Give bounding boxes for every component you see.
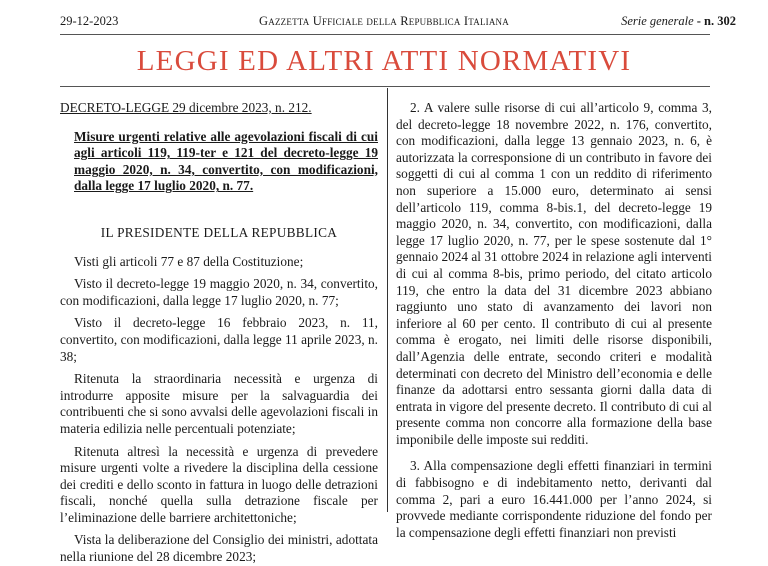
section-title: LEGGI ED ALTRI ATTI NORMATIVI bbox=[136, 45, 632, 77]
column-divider bbox=[387, 88, 388, 512]
gazette-name: Gazzetta Ufficiale della Repubblica Italiana bbox=[259, 14, 509, 28]
right-column bbox=[396, 100, 712, 551]
issuer-heading: IL PRESIDENTE DELLA REPUBBLICA bbox=[100, 224, 338, 240]
article-paragraph: 2. A valere sulle risorse di cui all’articolo 9, comma 3, del decreto-legge 18 novembre 2022, n. 176, convertito, con modificazioni, dalla legge 13 gennaio 2023, n. 6, è autorizzata la corresponsione di un contributo in favore dei soggetti di cui al comma 1 con un reddito di riferimento non superiore a 15.000 euro, determinato ai sensi dell’articolo 119, comma 8-bis.1, del decreto-legge 19 maggio 2020, n. 34, convertito, con modificazioni, dalla legge 17 luglio 2020, n. 77, per le spese sostenute dal 1° gennaio 2024 al 31 ottobre 2024 in relazione agli interventi di cui al comma 8-bis, primo periodo, del citato articolo 119, che entro la data del 31 dicembre 2023 abbiano raggiunto uno stato di avanzamento dei lavori non inferiore al 60 per cento. Il contributo di cui al presente comma è erogato, nei limiti delle risorse disponibili, dall’Agenzia delle entrate, secondo criteri e modalità determinati con decreto del Ministro dell’economia e delle finanze da adottarsi entro sessanta giorni dalla data di entrata in vigore del presente decreto. Il contributo di cui al presente comma non concorre alla formazione della base imponibile delle imposte sui redditi. bbox=[396, 100, 712, 447]
publication-date: 29-12-2023 bbox=[60, 14, 119, 28]
series-info bbox=[621, 13, 736, 29]
article-paragraph: 3. Alla compensazione degli effetti finanziari in termini di fabbisogno e di indebitamento netto, derivanti dal comma 2, pari a euro 16.441.000 per l’anno 2024, si provvede mediante corrispondente riduzione del fondo per la compensazione degli effetti finanziari non previsti bbox=[396, 458, 712, 540]
preamble-paragraph: Visto il decreto-legge 16 febbraio 2023, n. 11, convertito, con modificazioni, dalla legge 11 aprile 2023, n. 38; bbox=[60, 315, 378, 364]
title-rule bbox=[60, 86, 710, 87]
preamble-paragraph: Ritenuta altresì la necessità e urgenza di prevedere misure urgenti volte a rivedere la disciplina della cessione dei crediti e dello sconto in fattura in luogo delle detrazioni fiscali, nonché quella sulla detrazione fiscale per l’eliminazione delle barriere architettoniche; bbox=[60, 443, 378, 525]
series-number: - n. 302 bbox=[696, 14, 736, 28]
decree-reference: DECRETO-LEGGE 29 dicembre 2023, n. 212. bbox=[60, 100, 312, 115]
left-column bbox=[60, 100, 378, 566]
page-header bbox=[22, 13, 746, 29]
decree-title: Misure urgenti relative alle agevolazioni fiscali di cui agli articoli 119, 119-ter e 121 del decreto-legge 19 maggio 2020, n. 34, convertito, con modificazioni, dalla legge 17 luglio 2020, n. 77. bbox=[74, 128, 378, 194]
series-label: Serie generale bbox=[621, 14, 694, 28]
preamble-paragraph: Vista la deliberazione del Consiglio dei ministri, adottata nella riunione del 28 dicembre 2023; bbox=[60, 532, 378, 565]
preamble-paragraph: Visti gli articoli 77 e 87 della Costituzione; bbox=[74, 253, 304, 269]
preamble-paragraph: Visto il decreto-legge 19 maggio 2020, n. 34, convertito, con modificazioni, dalla legge 17 luglio 2020, n. 77; bbox=[60, 276, 378, 308]
preamble-paragraph: Ritenuta la straordinaria necessità e urgenza di introdurre apposite misure per la salvaguardia dei contribuenti che si sono avvalsi delle agevolazioni fiscali in materia edilizia nelle percentuali potenziate; bbox=[60, 371, 378, 436]
header-rule bbox=[60, 34, 710, 35]
